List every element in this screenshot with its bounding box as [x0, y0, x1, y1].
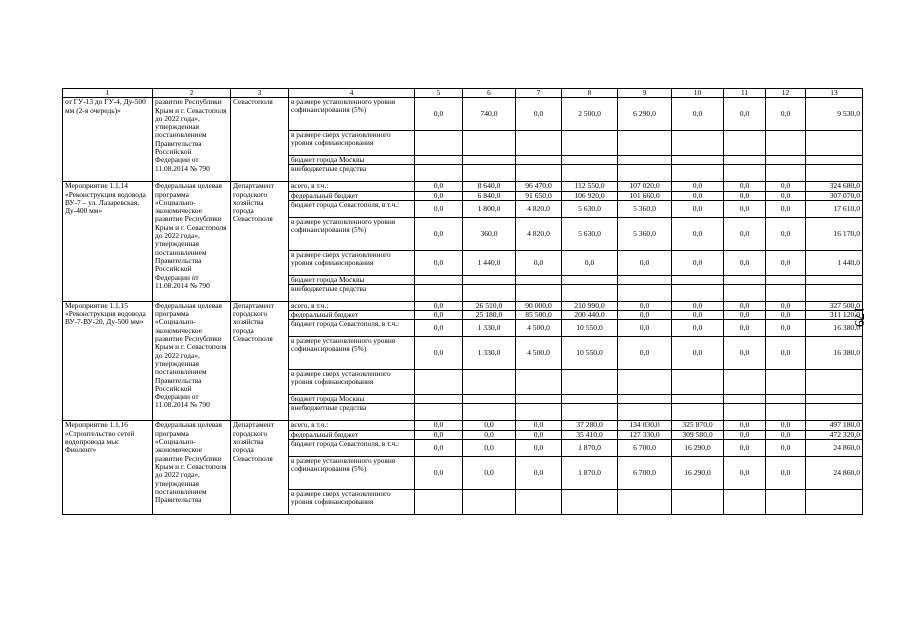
amount-cell	[724, 490, 766, 515]
amount-cell: 0,0	[766, 320, 806, 337]
amount-cell: 91 650,0	[516, 191, 562, 200]
amount-cell: 0,0	[562, 250, 618, 275]
amount-cell: 16 380,0	[806, 337, 863, 370]
amount-cell	[806, 370, 863, 395]
amount-cell	[516, 284, 562, 301]
amount-cell: 1 330,0	[463, 337, 516, 370]
amount-cell: 0,0	[766, 250, 806, 275]
amount-cell: 24 860,0	[806, 457, 863, 490]
amount-cell	[672, 404, 724, 421]
amount-cell: 0,0	[766, 98, 806, 131]
executor-name: Департамент городского хозяйства города Севастополя	[231, 421, 289, 515]
amount-cell: 0,0	[618, 337, 672, 370]
amount-cell: 0,0	[516, 430, 562, 439]
project-name: Мероприятие 1.1.16 «Строительство сетей водопровода мыс Фиолент»	[63, 421, 153, 515]
program-name: Федеральная целевая программа «Социально-экономическое развитие Республики Крым и г. Севастополя до 2022 года», утвержденная постановлением Правительства	[153, 421, 231, 515]
amount-cell: 740,0	[463, 98, 516, 131]
amount-cell	[415, 284, 463, 301]
amount-cell: 8 640,0	[463, 182, 516, 191]
amount-cell	[672, 156, 724, 165]
funding-source: федеральный бюджет	[289, 311, 415, 320]
amount-cell: 134 030,0	[618, 421, 672, 430]
column-number: 6	[463, 89, 516, 98]
amount-cell: 6 290,0	[618, 98, 672, 131]
amount-cell	[618, 165, 672, 182]
amount-cell: 0,0	[415, 98, 463, 131]
amount-cell	[562, 370, 618, 395]
amount-cell: 309 580,0	[672, 430, 724, 439]
funding-source: внебюджетные средства	[289, 404, 415, 421]
column-number: 9	[618, 89, 672, 98]
amount-cell	[562, 490, 618, 515]
amount-cell: 0,0	[516, 250, 562, 275]
column-number: 2	[153, 89, 231, 98]
amount-cell: 17 610,0	[806, 200, 863, 217]
budget-row	[63, 301, 863, 310]
amount-cell	[415, 370, 463, 395]
amount-cell: 127 330,0	[618, 430, 672, 439]
funding-source: в размере сверх установленного уровня софинансирования	[289, 250, 415, 275]
amount-cell: 0,0	[672, 301, 724, 310]
amount-cell: 0,0	[724, 250, 766, 275]
amount-cell	[463, 370, 516, 395]
project-name: Мероприятие 1.1.15 «Реконструкция водовода ВУ-7-ВУ-20, Ду-500 мм»	[63, 301, 153, 421]
amount-cell	[806, 284, 863, 301]
amount-cell: 0,0	[672, 250, 724, 275]
amount-cell: 85 500,0	[516, 311, 562, 320]
amount-cell	[724, 275, 766, 284]
amount-cell	[516, 131, 562, 156]
amount-cell: 96 470,0	[516, 182, 562, 191]
amount-cell: 1 870,0	[562, 440, 618, 457]
budget-row	[63, 182, 863, 191]
amount-cell: 37 280,0	[562, 421, 618, 430]
funding-source: всего, в т.ч.:	[289, 301, 415, 310]
column-number: 3	[231, 89, 289, 98]
amount-cell: 0,0	[766, 311, 806, 320]
amount-cell: 0,0	[672, 200, 724, 217]
amount-cell	[618, 284, 672, 301]
amount-cell: 6 840,0	[463, 191, 516, 200]
budget-table	[62, 88, 863, 515]
amount-cell	[806, 165, 863, 182]
program-name: развитие Республики Крым и г. Севастополя до 2022 года», утвержденная постановлением Правительства Российской Федерации от 11.08.2014 № 790	[153, 98, 231, 182]
amount-cell: 0,0	[672, 98, 724, 131]
amount-cell: 10 550,0	[562, 320, 618, 337]
funding-source: федеральный бюджет	[289, 191, 415, 200]
amount-cell	[766, 156, 806, 165]
amount-cell: 0,0	[724, 337, 766, 370]
budget-row	[63, 98, 863, 131]
amount-cell: 6 700,0	[618, 457, 672, 490]
amount-cell	[766, 404, 806, 421]
amount-cell	[618, 490, 672, 515]
amount-cell	[618, 275, 672, 284]
amount-cell	[415, 275, 463, 284]
amount-cell	[618, 131, 672, 156]
amount-cell: 4 820,0	[516, 200, 562, 217]
amount-cell	[724, 395, 766, 404]
amount-cell: 0,0	[724, 440, 766, 457]
column-number: 7	[516, 89, 562, 98]
amount-cell: 0,0	[618, 301, 672, 310]
amount-cell: 0,0	[463, 440, 516, 457]
amount-cell	[672, 284, 724, 301]
funding-source: всего, в т.ч.:	[289, 421, 415, 430]
funding-source: бюджет города Москвы	[289, 395, 415, 404]
amount-cell: 0,0	[463, 430, 516, 439]
amount-cell: 1 440,0	[463, 250, 516, 275]
amount-cell: 0,0	[415, 430, 463, 439]
amount-cell: 472 320,0	[806, 430, 863, 439]
amount-cell	[806, 131, 863, 156]
amount-cell: 9 530,0	[806, 98, 863, 131]
amount-cell: 0,0	[766, 217, 806, 250]
amount-cell: 0,0	[618, 311, 672, 320]
amount-cell	[766, 131, 806, 156]
amount-cell: 327 500,0	[806, 301, 863, 310]
amount-cell: 4 500,0	[516, 320, 562, 337]
amount-cell: 0,0	[672, 191, 724, 200]
executor-name: Департамент городского хозяйства города Севастополя	[231, 301, 289, 421]
amount-cell: 16 290,0	[672, 457, 724, 490]
amount-cell	[806, 404, 863, 421]
column-number: 10	[672, 89, 724, 98]
amount-cell: 5 360,0	[618, 200, 672, 217]
amount-cell: 497 180,0	[806, 421, 863, 430]
amount-cell: 24 860,0	[806, 440, 863, 457]
amount-cell: 0,0	[516, 421, 562, 430]
amount-cell: 0,0	[415, 250, 463, 275]
amount-cell	[562, 284, 618, 301]
amount-cell: 0,0	[766, 430, 806, 439]
amount-cell: 0,0	[724, 311, 766, 320]
amount-cell: 6 700,0	[618, 440, 672, 457]
amount-cell: 0,0	[415, 182, 463, 191]
amount-cell: 0,0	[724, 421, 766, 430]
amount-cell	[618, 370, 672, 395]
program-name: Федеральная целевая программа «Социально-экономическое развитие Республики Крым и г. Севастополя до 2022 года», утвержденная постановлением Правительства Российской Федерации от 11.08.2014 № 790	[153, 301, 231, 421]
amount-cell	[463, 404, 516, 421]
amount-cell: 16 290,0	[672, 440, 724, 457]
amount-cell: 2 500,0	[562, 98, 618, 131]
funding-source: в размере сверх установленного уровня софинансирования	[289, 370, 415, 395]
amount-cell: 5 630,0	[562, 217, 618, 250]
amount-cell	[463, 275, 516, 284]
funding-source: внебюджетные средства	[289, 284, 415, 301]
amount-cell: 112 550,0	[562, 182, 618, 191]
amount-cell: 0,0	[516, 457, 562, 490]
amount-cell: 0,0	[766, 200, 806, 217]
amount-cell: 35 410,0	[562, 430, 618, 439]
amount-cell: 0,0	[724, 182, 766, 191]
amount-cell: 16 380,0	[806, 320, 863, 337]
amount-cell	[463, 395, 516, 404]
amount-cell	[806, 156, 863, 165]
project-name: Мероприятие 1.1.14 «Реконструкция водовода ВУ-7 – ул. Лазаревская, Ду-400 мм»	[63, 182, 153, 302]
amount-cell: 360,0	[463, 217, 516, 250]
amount-cell: 26 510,0	[463, 301, 516, 310]
funding-source: федеральный бюджет	[289, 430, 415, 439]
amount-cell	[463, 131, 516, 156]
amount-cell: 4 820,0	[516, 217, 562, 250]
amount-cell: 1 800,0	[463, 200, 516, 217]
amount-cell: 0,0	[766, 421, 806, 430]
amount-cell: 5 360,0	[618, 217, 672, 250]
amount-cell	[672, 165, 724, 182]
amount-cell: 16 170,0	[806, 217, 863, 250]
amount-cell	[516, 275, 562, 284]
amount-cell	[672, 490, 724, 515]
amount-cell: 0,0	[724, 301, 766, 310]
amount-cell: 0,0	[724, 217, 766, 250]
amount-cell: 0,0	[766, 457, 806, 490]
page-number: 179	[851, 306, 866, 327]
amount-cell	[516, 156, 562, 165]
amount-cell: 0,0	[463, 421, 516, 430]
amount-cell: 0,0	[766, 191, 806, 200]
column-number: 4	[289, 89, 415, 98]
amount-cell: 10 550,0	[562, 337, 618, 370]
amount-cell: 0,0	[415, 457, 463, 490]
funding-source: всего, в т.ч.:	[289, 182, 415, 191]
amount-cell	[672, 370, 724, 395]
funding-source: в размере сверх установленного уровня софинансирования	[289, 131, 415, 156]
amount-cell: 4 500,0	[516, 337, 562, 370]
amount-cell	[672, 395, 724, 404]
amount-cell: 0,0	[415, 200, 463, 217]
amount-cell: 0,0	[516, 98, 562, 131]
amount-cell	[562, 131, 618, 156]
amount-cell	[766, 165, 806, 182]
program-name: Федеральная целевая программа «Социально-экономическое развитие Республики Крым и г. Севастополя до 2022 года», утвержденная постановлением Правительства Российской Федерации от 11.08.2014 № 790	[153, 182, 231, 302]
amount-cell	[618, 156, 672, 165]
amount-cell: 0,0	[724, 200, 766, 217]
budget-row	[63, 421, 863, 430]
amount-cell: 0,0	[463, 457, 516, 490]
amount-cell: 0,0	[415, 311, 463, 320]
amount-cell	[415, 165, 463, 182]
amount-cell: 0,0	[618, 320, 672, 337]
amount-cell: 0,0	[672, 311, 724, 320]
funding-source: бюджет города Севастополя, в т.ч.:	[289, 200, 415, 217]
amount-cell: 106 920,0	[562, 191, 618, 200]
amount-cell	[463, 165, 516, 182]
column-number-row	[63, 89, 863, 98]
amount-cell	[724, 404, 766, 421]
amount-cell	[516, 370, 562, 395]
amount-cell: 0,0	[415, 440, 463, 457]
funding-source: бюджет города Москвы	[289, 275, 415, 284]
funding-source: бюджет города Севастополя, в т.ч.:	[289, 440, 415, 457]
column-number: 11	[724, 89, 766, 98]
amount-cell	[562, 404, 618, 421]
amount-cell	[415, 395, 463, 404]
column-number: 12	[766, 89, 806, 98]
executor-name: Департамент городского хозяйства города Севастополя	[231, 182, 289, 302]
amount-cell: 0,0	[415, 301, 463, 310]
column-number: 8	[562, 89, 618, 98]
amount-cell	[766, 370, 806, 395]
amount-cell: 0,0	[766, 301, 806, 310]
amount-cell	[415, 404, 463, 421]
funding-source: внебюджетные средства	[289, 165, 415, 182]
amount-cell	[562, 165, 618, 182]
column-number: 1	[63, 89, 153, 98]
amount-cell: 0,0	[415, 191, 463, 200]
amount-cell	[463, 284, 516, 301]
amount-cell: 0,0	[766, 337, 806, 370]
project-name: от ГУ-13 до ГУ-4, Ду-500 мм (2-я очередь)»	[63, 98, 153, 182]
amount-cell	[806, 275, 863, 284]
amount-cell	[516, 404, 562, 421]
amount-cell: 0,0	[415, 337, 463, 370]
amount-cell	[806, 395, 863, 404]
amount-cell: 0,0	[415, 217, 463, 250]
funding-source: в размере установленного уровня софинансирования (5%)	[289, 337, 415, 370]
funding-source: в размере установленного уровня софинансирования (5%)	[289, 217, 415, 250]
amount-cell: 0,0	[724, 98, 766, 131]
amount-cell: 324 680,0	[806, 182, 863, 191]
amount-cell	[562, 395, 618, 404]
amount-cell: 0,0	[415, 421, 463, 430]
amount-cell: 200 440,0	[562, 311, 618, 320]
amount-cell	[766, 490, 806, 515]
funding-source: в размере установленного уровня софинансирования (5%)	[289, 98, 415, 131]
amount-cell	[562, 156, 618, 165]
amount-cell: 307 070,0	[806, 191, 863, 200]
amount-cell: 90 000,0	[516, 301, 562, 310]
amount-cell	[724, 165, 766, 182]
amount-cell	[415, 490, 463, 515]
amount-cell: 0,0	[415, 320, 463, 337]
column-number: 5	[415, 89, 463, 98]
amount-cell	[618, 395, 672, 404]
executor-name: Севастополя	[231, 98, 289, 182]
amount-cell: 325 870,0	[672, 421, 724, 430]
amount-cell: 0,0	[672, 182, 724, 191]
amount-cell: 0,0	[618, 250, 672, 275]
amount-cell: 0,0	[724, 191, 766, 200]
amount-cell	[463, 490, 516, 515]
amount-cell	[618, 404, 672, 421]
funding-source: в размере сверх установленного уровня софинансирования	[289, 490, 415, 515]
amount-cell: 0,0	[672, 217, 724, 250]
amount-cell	[463, 156, 516, 165]
amount-cell	[724, 370, 766, 395]
column-number: 13	[806, 89, 863, 98]
amount-cell	[672, 275, 724, 284]
amount-cell	[516, 395, 562, 404]
amount-cell: 0,0	[672, 320, 724, 337]
amount-cell: 311 120,0	[806, 311, 863, 320]
amount-cell: 0,0	[724, 320, 766, 337]
amount-cell: 0,0	[672, 337, 724, 370]
amount-cell: 210 990,0	[562, 301, 618, 310]
amount-cell	[724, 156, 766, 165]
amount-cell	[766, 275, 806, 284]
amount-cell: 107 020,0	[618, 182, 672, 191]
amount-cell	[562, 275, 618, 284]
amount-cell: 1 440,0	[806, 250, 863, 275]
amount-cell	[766, 395, 806, 404]
amount-cell	[724, 131, 766, 156]
amount-cell	[724, 284, 766, 301]
amount-cell	[672, 131, 724, 156]
funding-source: бюджет города Севастополя, в т.ч.:	[289, 320, 415, 337]
amount-cell: 1 870,0	[562, 457, 618, 490]
amount-cell	[415, 131, 463, 156]
funding-source: в размере установленного уровня софинансирования (5%)	[289, 457, 415, 490]
amount-cell	[415, 156, 463, 165]
amount-cell: 0,0	[516, 440, 562, 457]
amount-cell	[806, 490, 863, 515]
amount-cell: 101 660,0	[618, 191, 672, 200]
amount-cell	[516, 165, 562, 182]
amount-cell: 5 630,0	[562, 200, 618, 217]
amount-cell: 0,0	[724, 430, 766, 439]
funding-source: бюджет города Москвы	[289, 156, 415, 165]
amount-cell: 0,0	[766, 440, 806, 457]
amount-cell	[766, 284, 806, 301]
amount-cell: 0,0	[724, 457, 766, 490]
amount-cell: 0,0	[766, 182, 806, 191]
amount-cell: 1 330,0	[463, 320, 516, 337]
amount-cell	[516, 490, 562, 515]
amount-cell: 25 180,0	[463, 311, 516, 320]
